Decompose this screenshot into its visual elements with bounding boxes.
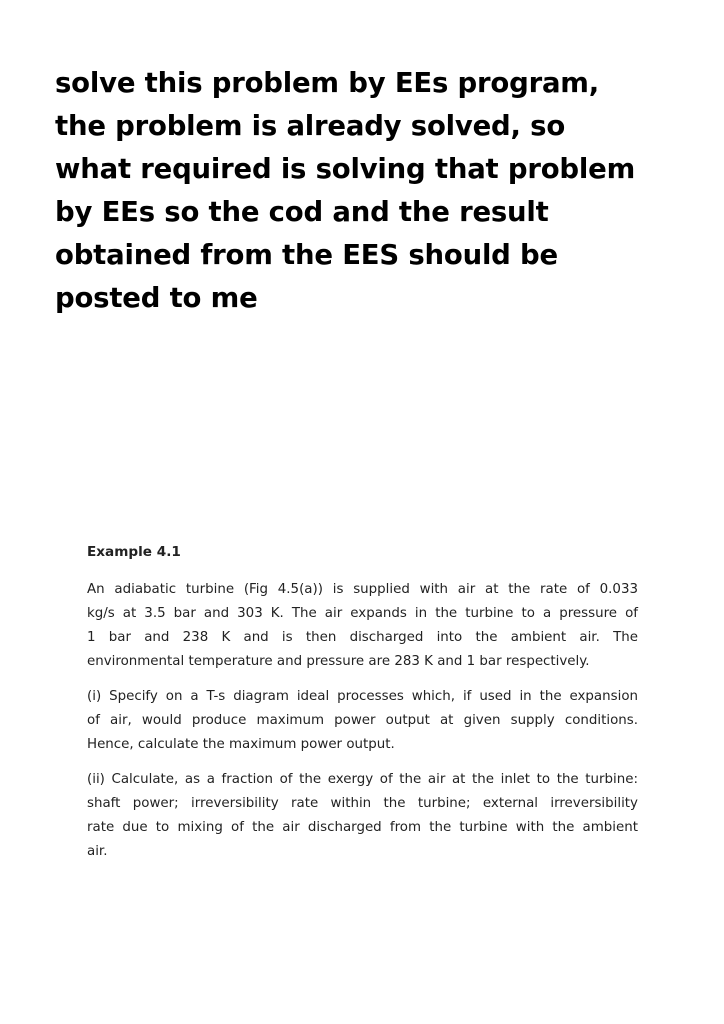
question-part-ii <box>87 768 638 864</box>
paragraph-line: (i) Specify on a T-s diagram ideal processes which, if used in the expansion <box>87 689 638 704</box>
paragraph-line: shaft power; irreversibility rate within the turbine; external irreversibility <box>87 796 638 811</box>
paragraph-line: air. <box>87 844 108 859</box>
paragraph-line: (ii) Calculate, as a fraction of the exergy of the air at the inlet to the turbine: <box>87 772 638 787</box>
request-text <box>55 62 655 320</box>
request-line: posted to me <box>55 282 258 314</box>
paragraph-line: 1 bar and 238 K and is then discharged into the ambient air. The <box>87 630 638 645</box>
example-title: Example 4.1 <box>87 544 181 560</box>
paragraph-line: kg/s at 3.5 bar and 303 K. The air expands in the turbine to a pressure of <box>87 606 638 621</box>
paragraph-line: Hence, calculate the maximum power output. <box>87 737 395 752</box>
request-line: by EEs so the cod and the result <box>55 196 549 228</box>
request-line: obtained from the EES should be <box>55 239 558 271</box>
problem-statement <box>87 578 638 674</box>
paragraph-line: An adiabatic turbine (Fig 4.5(a)) is supplied with air at the rate of 0.033 <box>87 582 638 597</box>
paragraph-line: rate due to mixing of the air discharged from the turbine with the ambient <box>87 820 638 835</box>
paragraph-line: environmental temperature and pressure are 283 K and 1 bar respectively. <box>87 654 590 669</box>
request-line: what required is solving that problem <box>55 153 636 185</box>
question-part-i <box>87 685 638 757</box>
paragraph-line: of air, would produce maximum power output at given supply conditions. <box>87 713 638 728</box>
request-line: the problem is already solved, so <box>55 110 566 142</box>
request-line: solve this problem by EEs program, <box>55 67 600 99</box>
example-block <box>87 540 638 875</box>
